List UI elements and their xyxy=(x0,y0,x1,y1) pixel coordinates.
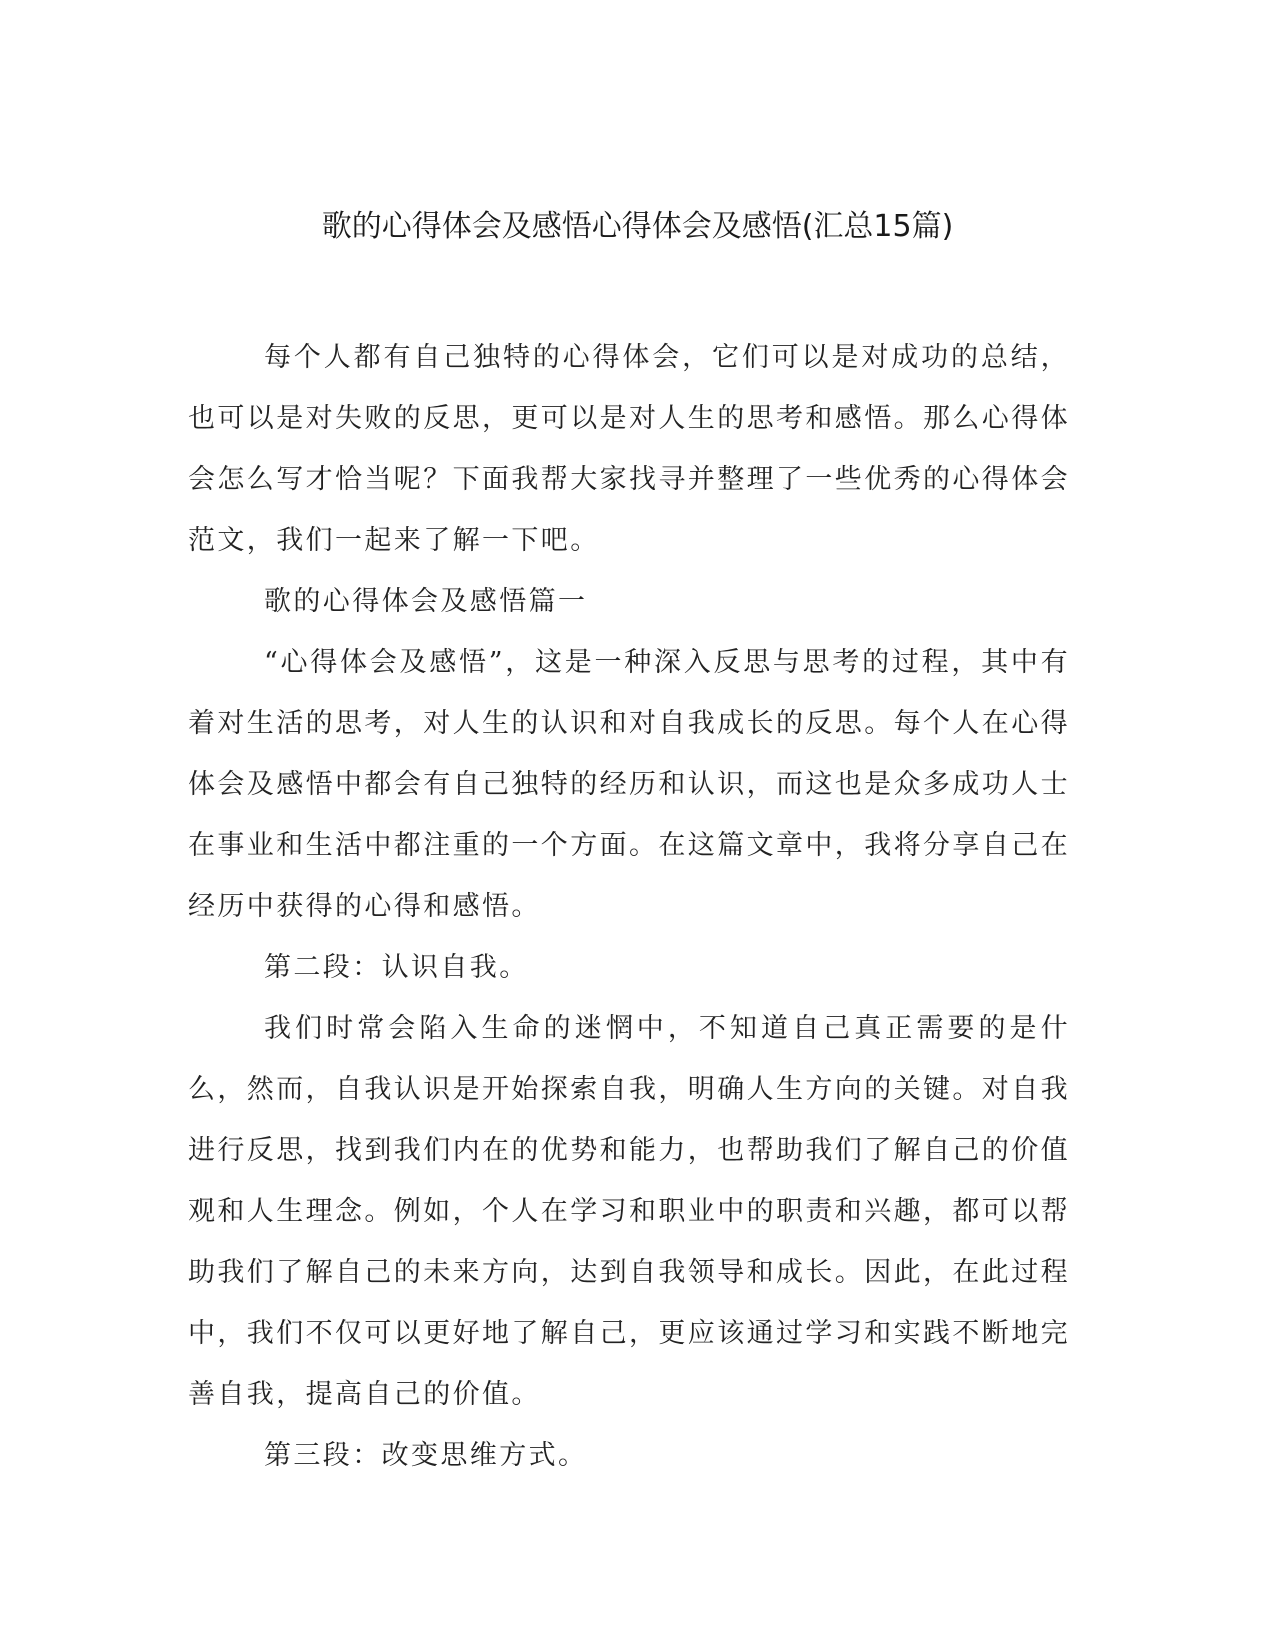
body-paragraph: 我们时常会陷入生命的迷惘中，不知道自己真正需要的是什么，然而，自我认识是开始探索自我，明确人生方向的关键。对自我进行反思，找到我们内在的优势和能力，也帮助我们了解自己的价值观和人生理念。例如，个人在学习和职业中的职责和兴趣，都可以帮助我们了解自己的未来方向，达到自我领导和成长。因此，在此过程中，我们不仅可以更好地了解自己，更应该通过学习和实践不断地完善自我，提高自己的价值。 xyxy=(188,1013,1070,1410)
section-heading: 歌的心得体会及感悟篇一 xyxy=(264,586,588,617)
body-paragraph: “心得体会及感悟”，这是一种深入反思与思考的过程，其中有着对生活的思考，对人生的认识和对自我成长的反思。每个人在心得体会及感悟中都会有自己独特的经历和认识，而这也是众多成功人士在事业和生活中都注重的一个方面。在这篇文章中，我将分享自己在经历中获得的心得和感悟。 xyxy=(188,647,1070,922)
document-body xyxy=(188,327,1070,1486)
document-title: 歌的心得体会及感悟心得体会及感悟(汇总15篇) xyxy=(321,209,954,244)
intro-paragraph: 每个人都有自己独特的心得体会，它们可以是对成功的总结，也可以是对失败的反思，更可以是对人生的思考和感悟。那么心得体会怎么写才恰当呢？下面我帮大家找寻并整理了一些优秀的心得体会范文，我们一起来了解一下吧。 xyxy=(188,342,1070,556)
section-heading: 第三段：改变思维方式。 xyxy=(264,1440,588,1471)
section-heading: 第二段：认识自我。 xyxy=(264,952,529,983)
